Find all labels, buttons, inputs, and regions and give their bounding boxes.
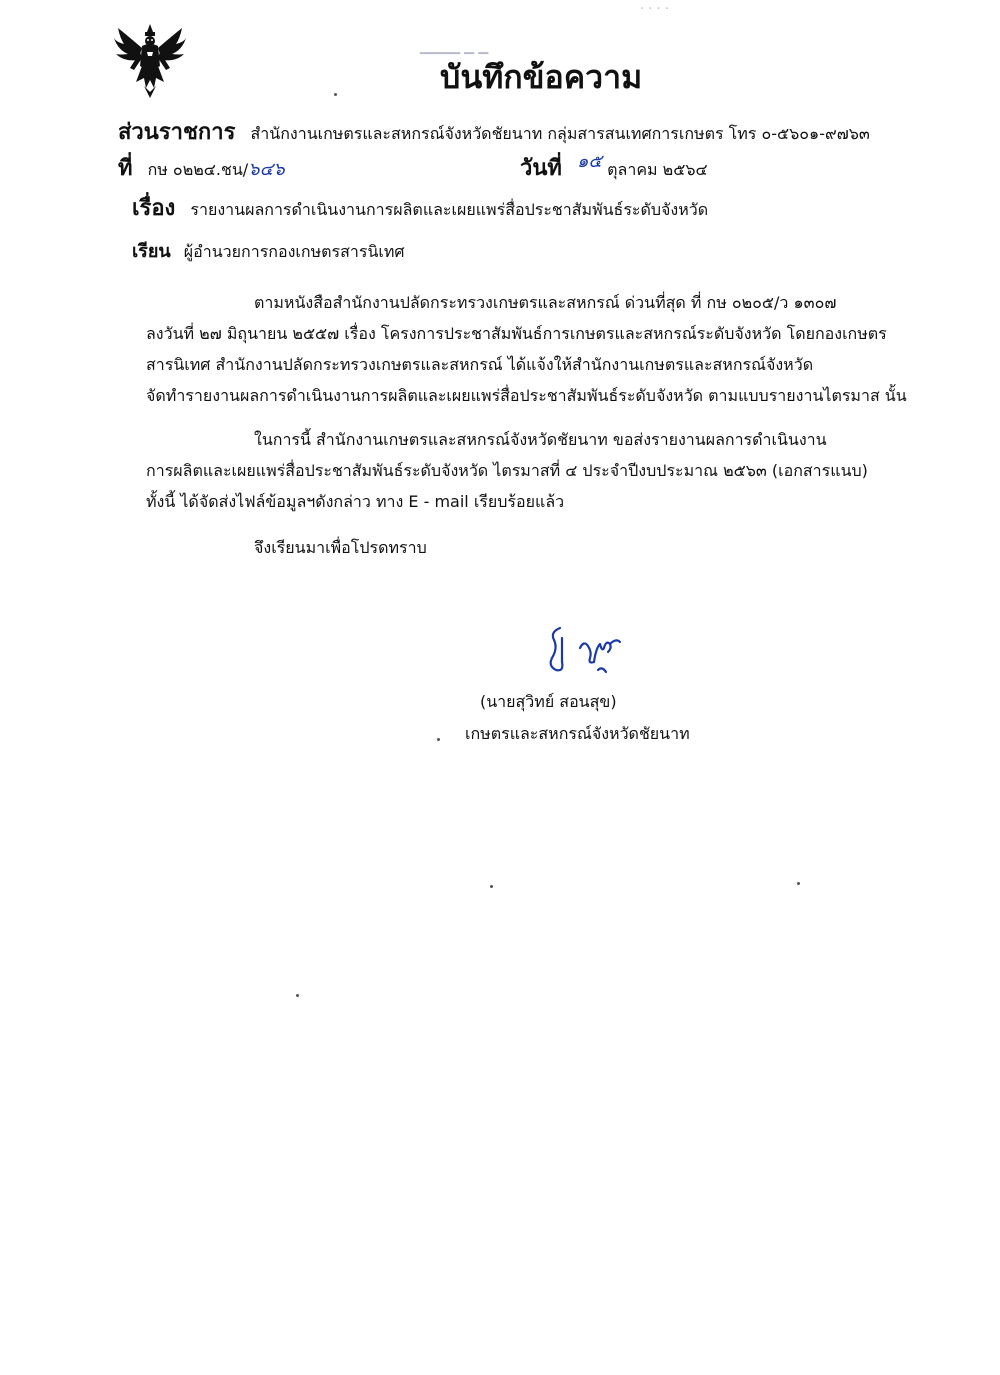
garuda-emblem-icon xyxy=(114,22,186,98)
scan-speck xyxy=(490,885,493,888)
department-row xyxy=(118,114,870,149)
reference-label: ที่ xyxy=(118,156,133,181)
date-label: วันที่ xyxy=(520,156,562,181)
signatory-name: (นายสุวิทย์ สอนสุข) xyxy=(480,692,617,711)
subject-value: รายงานผลการดำเนินงานการผลิตและเผยแพร่สื่อประชาสัมพันธ์ระดับจังหวัด xyxy=(190,200,709,219)
scan-speck xyxy=(797,882,800,885)
to-value: ผู้อำนวยการกองเกษตรสารนิเทศ xyxy=(183,242,405,261)
to-label: เรียน xyxy=(132,241,171,262)
subject-label: เรื่อง xyxy=(132,196,176,221)
paragraph-line: ทั้งนี้ ได้จัดส่งไฟล์ข้อมูลฯดังกล่าว ทาง E - mail เรียบร้อยแล้ว xyxy=(146,492,565,511)
memo-title: บันทึกข้อความ xyxy=(440,58,643,96)
signatory-position: เกษตรและสหกรณ์จังหวัดชัยนาท xyxy=(465,724,690,743)
scan-speck xyxy=(437,738,440,741)
body-paragraph-1 xyxy=(146,287,926,411)
date-row xyxy=(520,150,708,185)
body-paragraph-2 xyxy=(146,424,926,517)
date-handwritten-day: ๑๕ xyxy=(577,151,603,172)
date-value: ตุลาคม ๒๕๖๔ xyxy=(607,160,708,179)
paragraph-line: จัดทำรายงานผลการดำเนินงานการผลิตและเผยแพร่สื่อประชาสัมพันธ์ระดับจังหวัด ตามแบบรายงานไตรมาส นั้น xyxy=(146,386,907,405)
reference-row xyxy=(118,150,285,185)
paragraph-line: ตามหนังสือสำนักงานปลัดกระทรวงเกษตรและสหกรณ์ ด่วนที่สุด ที่ กษ ๐๒๐๕/ว ๑๓๐๗ xyxy=(254,293,837,312)
bleed-through-mark: ▁▁▁▁ ▁ ▁ xyxy=(420,40,489,55)
bleed-through-mark: · · · · xyxy=(640,2,669,17)
to-row xyxy=(132,236,405,265)
scan-speck xyxy=(296,994,299,997)
reference-value: กษ ๐๒๒๔.ชน/ xyxy=(147,160,249,179)
department-label: ส่วนราชการ xyxy=(118,120,236,145)
closing-line xyxy=(146,532,926,563)
scan-speck xyxy=(334,93,337,96)
paragraph-line: ในการนี้ สำนักงานเกษตรและสหกรณ์จังหวัดชัยนาท ขอส่งรายงานผลการดำเนินงาน xyxy=(254,430,827,449)
paragraph-line: สารนิเทศ สำนักงานปลัดกระทรวงเกษตรและสหกรณ์ ได้แจ้งให้สำนักงานเกษตรและสหกรณ์จังหวัด xyxy=(146,355,814,374)
paragraph-line: การผลิตและเผยแพร่สื่อประชาสัมพันธ์ระดับจังหวัด ไตรมาสที่ ๔ ประจำปีงบประมาณ ๒๕๖๓ (เอกสารแนบ) xyxy=(146,461,868,480)
subject-row xyxy=(132,190,708,225)
handwritten-signature-icon xyxy=(540,618,640,688)
department-value: สำนักงานเกษตรและสหกรณ์จังหวัดชัยนาท กลุ่มสารสนเทศการเกษตร โทร ๐-๕๖๐๑-๙๗๖๓ xyxy=(250,124,870,143)
reference-handwritten-number: ๖๔๖ xyxy=(248,159,285,180)
closing-text: จึงเรียนมาเพื่อโปรดทราบ xyxy=(254,538,427,557)
paragraph-line: ลงวันที่ ๒๗ มิถุนายน ๒๕๕๗ เรื่อง โครงการประชาสัมพันธ์การเกษตรและสหกรณ์ระดับจังหวัด โดยกองเกษตร xyxy=(146,324,887,343)
